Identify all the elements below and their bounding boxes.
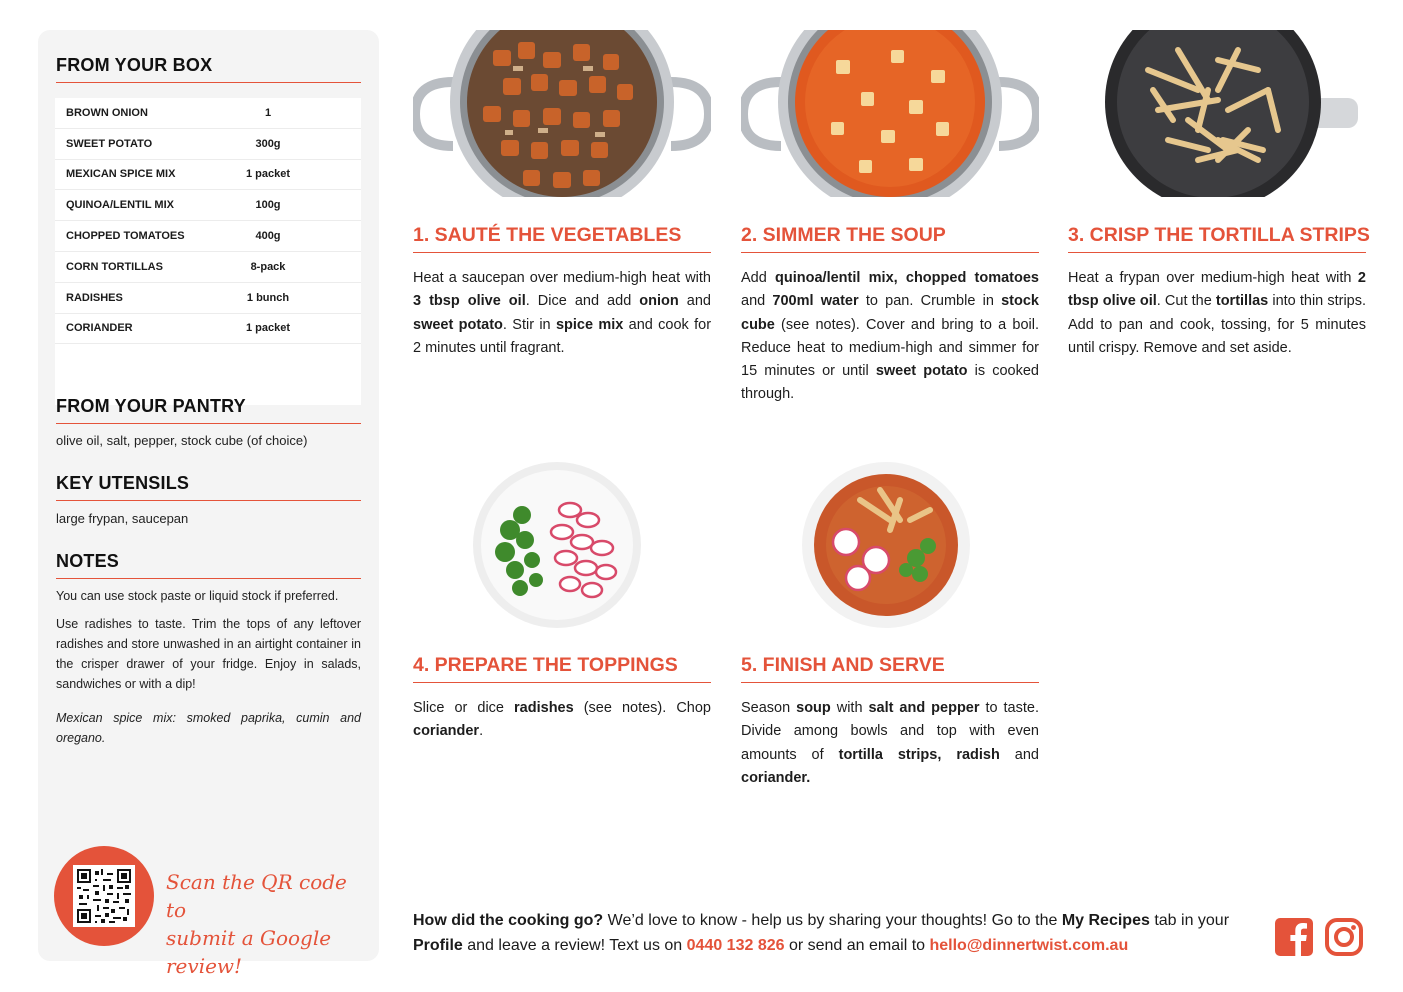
step-3-title: 3. CRISP THE TORTILLA STRIPS bbox=[1068, 224, 1366, 253]
sidebar bbox=[38, 30, 379, 978]
ingredient-row: MEXICAN SPICE MIX 1 packet bbox=[55, 160, 361, 191]
step-5-text: Season soup with salt and pepper to taste. Divide among bowls and top with even amounts of tortilla strips, radish and coriander. bbox=[741, 700, 1039, 786]
simmering-soup-pot-image bbox=[741, 30, 1039, 197]
note-paragraph: Use radishes to taste. Trim the tops of any leftover radishes and store unwashed in an airtight container in the crisper drawer of your fridge. Enjoy in salads, sandwiches or with a dip! bbox=[56, 617, 361, 691]
step-1-title: 1. SAUTÉ THE VEGETABLES bbox=[413, 224, 711, 253]
notes-title: NOTES bbox=[56, 551, 361, 579]
bold-ingredient: 3 tbsp olive oil bbox=[413, 293, 526, 310]
bold-ingredient: coriander bbox=[413, 723, 480, 740]
step-2-text: Add quinoa/lentil mix, chopped tomatoes and 700ml water to pan. Crumble in stock cube (see notes). Cover and bring to a boil. Reduce heat to medium-high and simmer for 15 minutes or until sweet potato is cooked through. bbox=[741, 270, 1039, 403]
step-4-text: Slice or dice radishes (see notes). Chop coriander. bbox=[413, 700, 711, 740]
bold-ingredient: 700ml water bbox=[772, 293, 859, 310]
ingredient-row: BROWN ONION 1 bbox=[55, 98, 361, 129]
bold-ingredient: tortilla strips, radish bbox=[838, 746, 1000, 763]
step-4-title: 4. PREPARE THE TOPPINGS bbox=[413, 654, 711, 683]
note-italic: Mexican spice mix: smoked paprika, cumin and oregano. bbox=[56, 711, 361, 745]
review-footer: How did the cooking go? We’d love to know - help us by sharing your thoughts! Go to the My Recipes tab in your Profile and leave a review! Text us on 0440 132 826 or send an email to hello@dinnertwist.com.au bbox=[413, 912, 1230, 954]
utensils-text: large frypan, saucepan bbox=[56, 511, 189, 526]
facebook-icon[interactable] bbox=[1275, 918, 1313, 956]
bold-ingredient: radishes bbox=[514, 700, 574, 716]
qr-badge[interactable] bbox=[54, 846, 154, 946]
ingredient-row: CHOPPED TOMATOES 400g bbox=[55, 221, 361, 252]
bold-ingredient: tortillas bbox=[1215, 293, 1269, 310]
sauteed-vegetables-pot-image bbox=[413, 30, 711, 197]
finished-soup-bowl-image bbox=[800, 460, 972, 630]
ingredients-table bbox=[55, 98, 361, 405]
radish-coriander-plate-image bbox=[470, 460, 644, 630]
pantry-title: FROM YOUR PANTRY bbox=[56, 396, 361, 424]
qr-code-icon[interactable] bbox=[73, 865, 135, 927]
step-5-title: 5. FINISH AND SERVE bbox=[741, 654, 1039, 683]
ingredient-row: RADISHES 1 bunch bbox=[55, 283, 361, 314]
pantry-text: olive oil, salt, pepper, stock cube (of choice) bbox=[56, 433, 308, 448]
bold-ingredient: salt and pepper bbox=[868, 700, 980, 716]
qr-caption: Scan the QR code to submit a Google review! bbox=[166, 870, 347, 978]
bold-ingredient: soup bbox=[796, 700, 831, 716]
bold-ingredient: 2 tbsp olive oil bbox=[1068, 270, 1366, 310]
ingredient-row: SWEET POTATO 300g bbox=[55, 129, 361, 160]
bold-ingredient: sweet potato bbox=[875, 363, 968, 380]
ingredient-row: QUINOA/LENTIL MIX 100g bbox=[55, 190, 361, 221]
email-link[interactable]: hello@dinnertwist.com.au bbox=[929, 937, 1129, 954]
step-1-text: Heat a saucepan over medium-high heat with 3 tbsp olive oil. Dice and add onion and sweet potato. Stir in spice mix and cook for 2 minutes until fragrant. bbox=[413, 270, 712, 356]
ingredient-row: CORN TORTILLAS 8-pack bbox=[55, 252, 361, 283]
note-paragraph: You can use stock paste or liquid stock if preferred. bbox=[56, 589, 339, 603]
bold-ingredient: quinoa/lentil mix, chopped tomatoes bbox=[775, 270, 1039, 286]
notes-body bbox=[56, 586, 361, 756]
bold-ingredient: stock cube bbox=[741, 293, 1039, 333]
bold-ingredient: sweet potato bbox=[413, 316, 503, 333]
instagram-icon[interactable] bbox=[1325, 918, 1363, 956]
step-2-title: 2. SIMMER THE SOUP bbox=[741, 224, 1039, 253]
utensils-title: KEY UTENSILS bbox=[56, 473, 361, 501]
bold-ingredient: coriander. bbox=[741, 769, 811, 786]
bold-ingredient: spice mix bbox=[555, 316, 624, 333]
phone-link[interactable]: 0440 132 826 bbox=[686, 937, 785, 954]
tortilla-strips-frypan-image bbox=[1068, 30, 1366, 197]
box-title: FROM YOUR BOX bbox=[56, 55, 361, 83]
ingredient-row: CORIANDER 1 packet bbox=[55, 314, 361, 345]
bold-ingredient: onion bbox=[639, 293, 679, 310]
step-3-text: Heat a frypan over medium-high heat with 2 tbsp olive oil. Cut the tortillas into thin strips. Add to pan and cook, tossing, for 5 minutes until crispy. Remove and set aside. bbox=[1068, 270, 1367, 356]
